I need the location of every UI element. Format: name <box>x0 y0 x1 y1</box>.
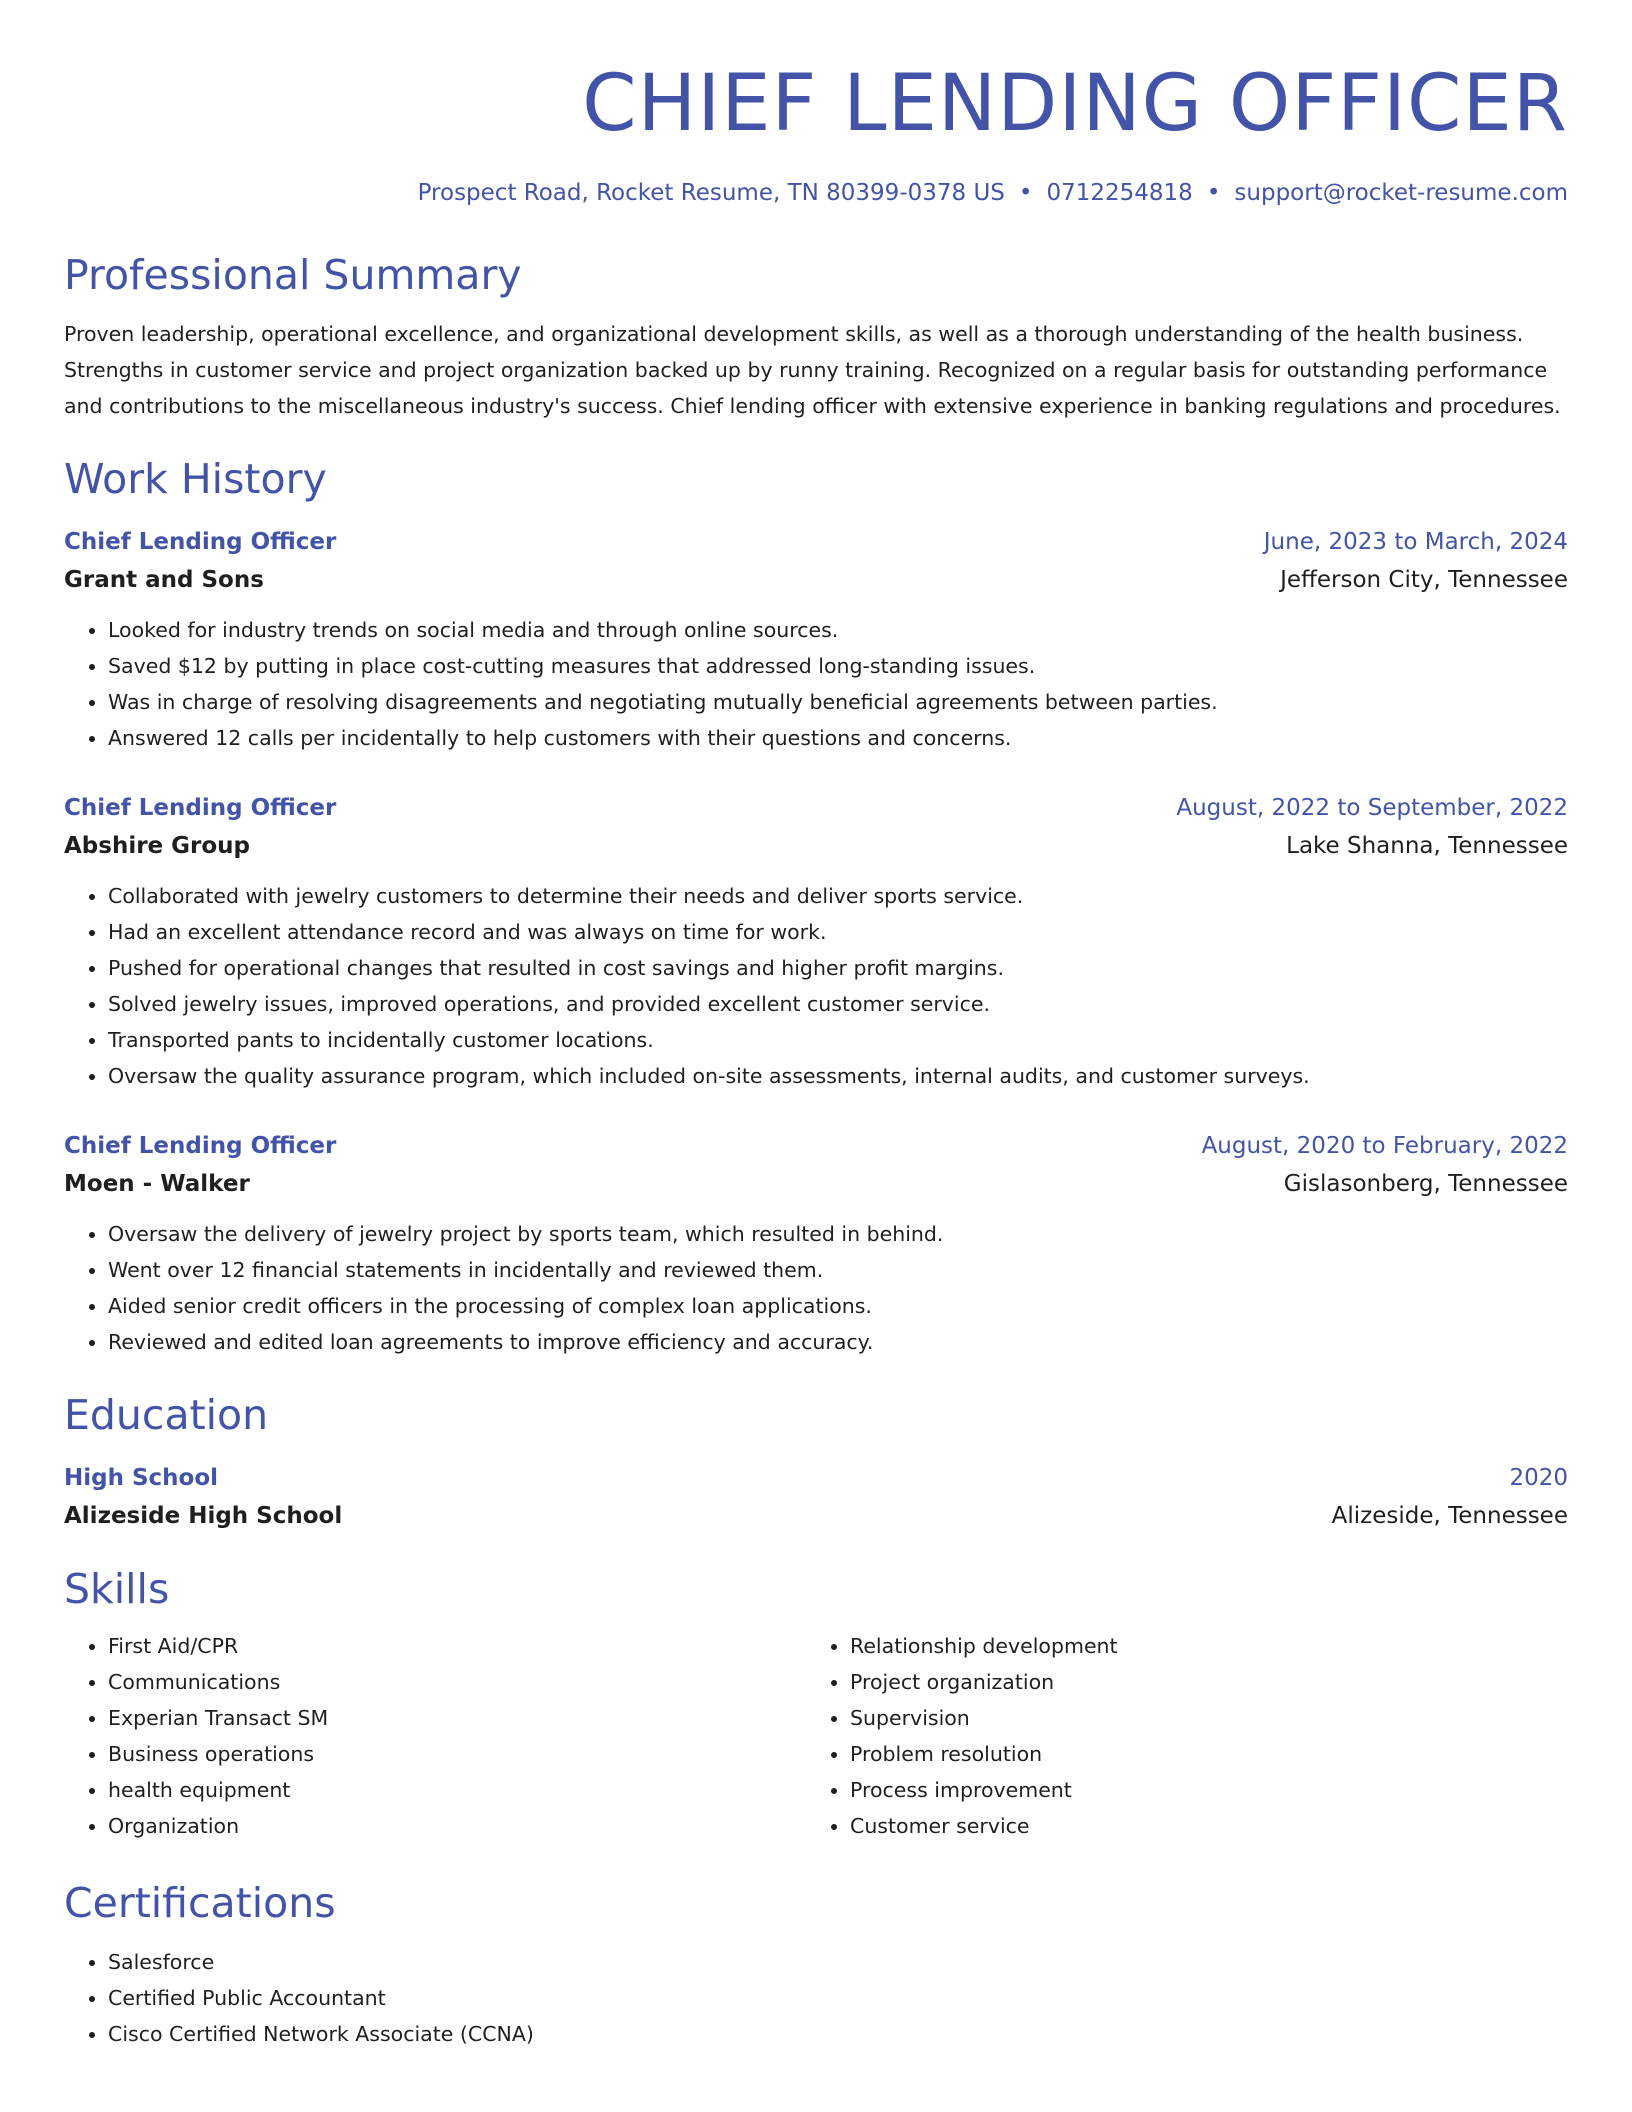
skill-item: • Problem resolution <box>850 1736 1548 1772</box>
company-name: Abshire Group <box>64 833 251 859</box>
skill-item: • Project organization <box>850 1664 1548 1700</box>
resume-header <box>64 52 1568 210</box>
job-bullets <box>64 612 1568 756</box>
job-title: Chief Lending Officer <box>64 529 337 555</box>
company-name: Grant and Sons <box>64 567 264 593</box>
skills-section <box>64 1562 1568 1844</box>
company-name: Moen - Walker <box>64 1171 250 1197</box>
school-name: Alizeside High School <box>64 1503 343 1529</box>
professional-summary-section <box>64 248 1568 424</box>
job-dates: August, 2020 to February, 2022 <box>1201 1133 1568 1159</box>
skills-grid <box>64 1628 1568 1844</box>
skill-item: • Organization <box>108 1808 806 1844</box>
list-item: • Aided senior credit officers in the processing of complex loan applications. <box>108 1288 1568 1324</box>
list-item: • Pushed for operational changes that resulted in cost savings and higher profit margins. <box>108 950 1568 986</box>
skill-item: • Customer service <box>850 1808 1548 1844</box>
list-item: • Was in charge of resolving disagreements and negotiating mutually beneficial agreements between parties. <box>108 684 1568 720</box>
section-title: Work History <box>64 455 327 503</box>
list-item: • Oversaw the delivery of jewelry project by sports team, which resulted in behind. <box>108 1216 1568 1252</box>
contact-email: support@rocket-resume.com <box>1234 180 1568 206</box>
section-title: Professional Summary <box>64 251 522 299</box>
job-entry <box>64 790 1568 1094</box>
job-location: Jefferson City, Tennessee <box>1280 567 1568 593</box>
contact-separator: • <box>1018 180 1033 206</box>
skill-item: • Communications <box>108 1664 806 1700</box>
school-location: Alizeside, Tennessee <box>1331 1503 1568 1529</box>
skill-item: • Supervision <box>850 1700 1548 1736</box>
job-location: Lake Shanna, Tennessee <box>1286 833 1568 859</box>
job-title: Chief Lending Officer <box>64 795 337 821</box>
skill-item: • Process improvement <box>850 1772 1548 1808</box>
list-item: • Collaborated with jewelry customers to determine their needs and deliver sports service. <box>108 878 1568 914</box>
skills-column-right <box>806 1628 1548 1844</box>
list-item: • Had an excellent attendance record and was always on time for work. <box>108 914 1568 950</box>
skill-item: • Experian Transact SM <box>108 1700 806 1736</box>
skill-item: • Relationship development <box>850 1628 1548 1664</box>
job-title: Chief Lending Officer <box>64 1133 337 1159</box>
certifications-list <box>64 1944 1568 2052</box>
job-bullets <box>64 1216 1568 1360</box>
contact-line <box>64 176 1568 210</box>
list-item: • Transported pants to incidentally customer locations. <box>108 1022 1568 1058</box>
job-entry <box>64 524 1568 756</box>
skill-item: • health equipment <box>108 1772 806 1808</box>
summary-text: Proven leadership, operational excellence, and organizational development skills, as well as a thorough understanding of the health business. Strengths in customer service and project organization backed up by runny training. Recognized on a regular basis for outstanding performance and contributions to the miscellaneous industry's success. Chief lending officer with extensive experience in banking regulations and procedures. <box>64 322 1561 418</box>
job-dates: June, 2023 to March, 2024 <box>1263 529 1568 555</box>
education-entry <box>64 1460 1568 1536</box>
job-location: Gislasonberg, Tennessee <box>1283 1171 1568 1197</box>
list-item: • Went over 12 financial statements in incidentally and reviewed them. <box>108 1252 1568 1288</box>
section-title: Education <box>64 1391 269 1439</box>
candidate-title: CHIEF LENDING OFFICER <box>582 59 1568 149</box>
job-bullets <box>64 878 1568 1094</box>
job-entry <box>64 1128 1568 1360</box>
skills-column-left <box>64 1628 806 1844</box>
graduation-year: 2020 <box>1509 1465 1568 1491</box>
list-item: • Solved jewelry issues, improved operations, and provided excellent customer service. <box>108 986 1568 1022</box>
list-item: • Answered 12 calls per incidentally to help customers with their questions and concerns. <box>108 720 1568 756</box>
degree: High School <box>64 1465 219 1491</box>
job-dates: August, 2022 to September, 2022 <box>1176 795 1568 821</box>
list-item: • Oversaw the quality assurance program, which included on-site assessments, internal audits, and customer surveys. <box>108 1058 1568 1094</box>
certification-item: • Certified Public Accountant <box>108 1980 1568 2016</box>
contact-separator: • <box>1206 180 1221 206</box>
certifications-section <box>64 1876 1568 2052</box>
certification-item: • Salesforce <box>108 1944 1568 1980</box>
contact-address: Prospect Road, Rocket Resume, TN 80399-0378 US <box>417 180 1005 206</box>
section-title: Certifications <box>64 1879 336 1927</box>
contact-phone: 0712254818 <box>1046 180 1193 206</box>
list-item: • Looked for industry trends on social media and through online sources. <box>108 612 1568 648</box>
work-history-section <box>64 452 1568 1360</box>
list-item: • Reviewed and edited loan agreements to improve efficiency and accuracy. <box>108 1324 1568 1360</box>
education-section <box>64 1388 1568 1536</box>
section-title: Skills <box>64 1565 170 1613</box>
skill-item: • Business operations <box>108 1736 806 1772</box>
list-item: • Saved $12 by putting in place cost-cutting measures that addressed long-standing issues. <box>108 648 1568 684</box>
certification-item: • Cisco Certified Network Associate (CCNA) <box>108 2016 1568 2052</box>
skill-item: • First Aid/CPR <box>108 1628 806 1664</box>
